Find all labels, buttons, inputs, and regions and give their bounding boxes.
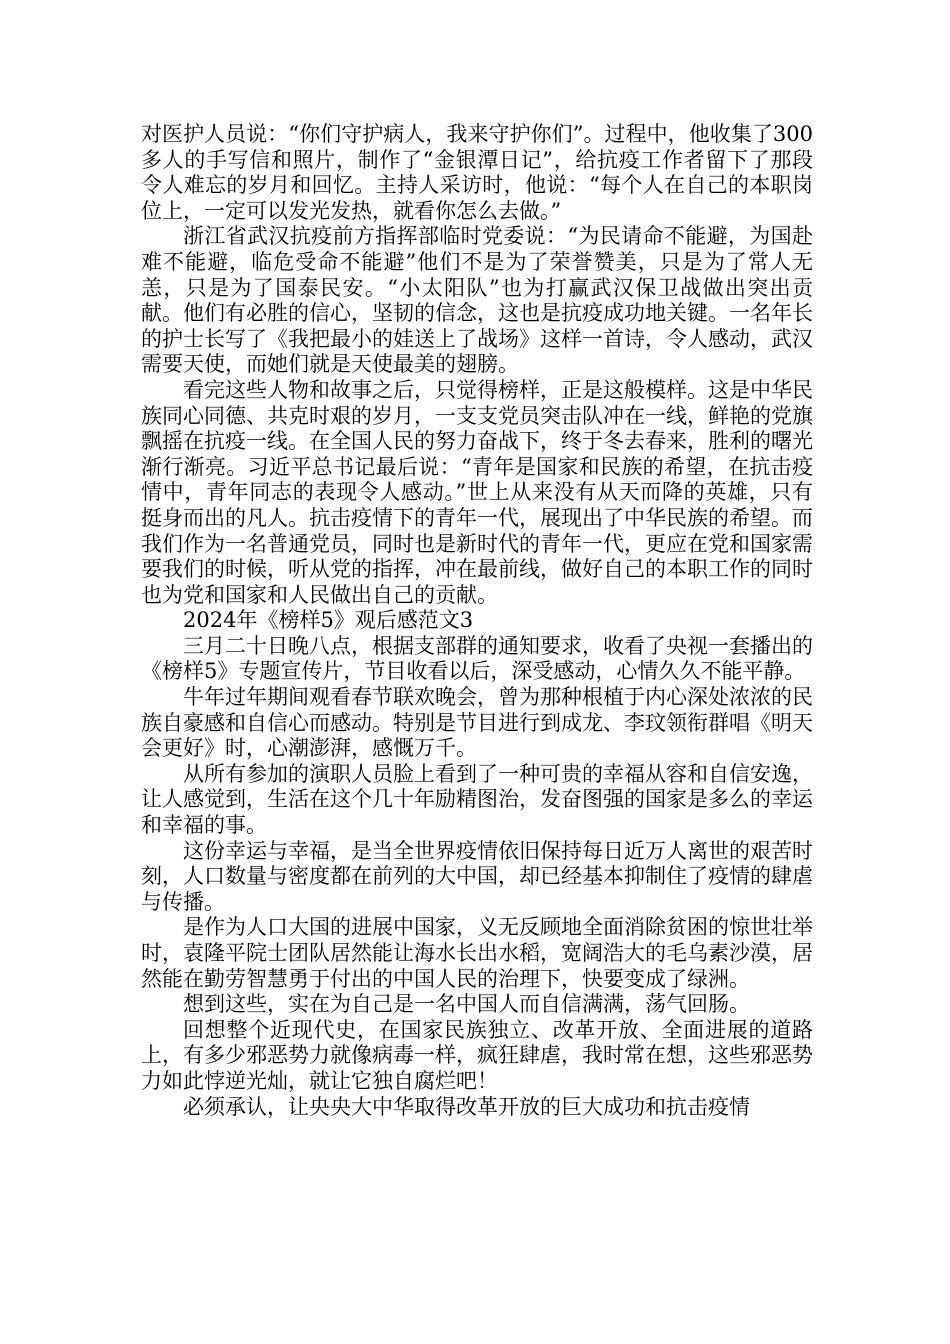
paragraph-3: 看完这些人物和故事之后，只觉得榜样，正是这般模样。这是中华民族同心同德、共克时艰的岁月，一支支党员突击队冲在一线，鲜艳的党旗飘摇在抗疫一线。在全国人民的努力奋战下，终于冬去春来，胜利的曙光渐行渐亮。习近平总书记最后说：“青年是国家和民族的希望，在抗击疫情中，青年同志的表现令人感动。”世上从来没有从天而降的英雄，只有挺身而出的凡人。抗击疫情下的青年一代，展现出了中华民族的希望。而我们作为一名普通党员，同时也是新时代的青年一代，更应在党和国家需要我们的时候，听从党的指挥，冲在最前线，做好自己的本职工作的同时也为党和国家和人民做出自己的贡献。 bbox=[141, 377, 813, 607]
document-body bbox=[141, 122, 813, 1120]
paragraph-5: 三月二十日晚八点，根据支部群的通知要求，收看了央视一套播出的《榜样5》专题宣传片，节目收看以后，深受感动，心情久久不能平静。 bbox=[141, 633, 813, 684]
paragraph-12: 必须承认，让央央大中华取得改革开放的巨大成功和抗击疫情 bbox=[183, 1094, 750, 1119]
paragraph-6: 牛年过年期间观看春节联欢晚会，曾为那种根植于内心深处浓浓的民族自豪感和自信心而感动。特别是节目进行到成龙、李玟领衔群唱《明天会更好》时，心潮澎湃，感慨万千。 bbox=[141, 685, 813, 761]
paragraph-9: 是作为人口大国的进展中国家，义无反顾地全面消除贫困的惊世壮举时，袁隆平院士团队居然能让海水长出水稻，宽阔浩大的毛乌素沙漠，居然能在勤劳智慧勇于付出的中国人民的治理下，快要变成了绿洲。 bbox=[141, 915, 813, 991]
paragraph-8: 这份幸运与幸福，是当全世界疫情依旧保持每日近万人离世的艰苦时刻，人口数量与密度都在前列的大中国，却已经基本抑制住了疫情的肆虐与传播。 bbox=[141, 838, 813, 914]
paragraph-11: 回想整个近现代史，在国家民族独立、改革开放、全面进展的道路上，有多少邪恶势力就像病毒一样，疯狂肆虐，我时常在想，这些邪恶势力如此悖逆光灿，就让它独自腐烂吧！ bbox=[141, 1017, 813, 1093]
paragraph-1: 对医护人员说：“你们守护病人，我来守护你们”。过程中，他收集了300多人的手写信和照片，制作了“金银潭日记”，给抗疫工作者留下了那段令人难忘的岁月和回忆。主持人采访时，他说：“每个人在自己的本职岗位上，一定可以发光发热，就看你怎么去做。” bbox=[141, 122, 813, 223]
paragraph-7: 从所有参加的演职人员脸上看到了一种可贵的幸福从容和自信安逸，让人感觉到，生活在这个几十年励精图治，发奋图强的国家是多么的幸运和幸福的事。 bbox=[141, 761, 813, 838]
section-heading: 2024年《榜样5》观后感范文3 bbox=[183, 608, 474, 633]
paragraph-2: 浙江省武汉抗疫前方指挥部临时党委说：“为民请命不能避，为国赴难不能避，临危受命不能避”他们不是为了荣誉赞美，只是为了常人无恙，只是为了国泰民安。“小太阳队”也为打赢武汉保卫战做出突出贡献。他们有必胜的信心，坚韧的信念，这也是抗疫成功地关键。一名年长的护士长写了《我把最小的娃送上了战场》这样一首诗，令人感动，武汉需要天使，而她们就是天使最美的翅膀。 bbox=[141, 224, 813, 377]
paragraph-10: 想到这些，实在为自己是一名中国人而自信满满，荡气回肠。 bbox=[183, 992, 750, 1017]
